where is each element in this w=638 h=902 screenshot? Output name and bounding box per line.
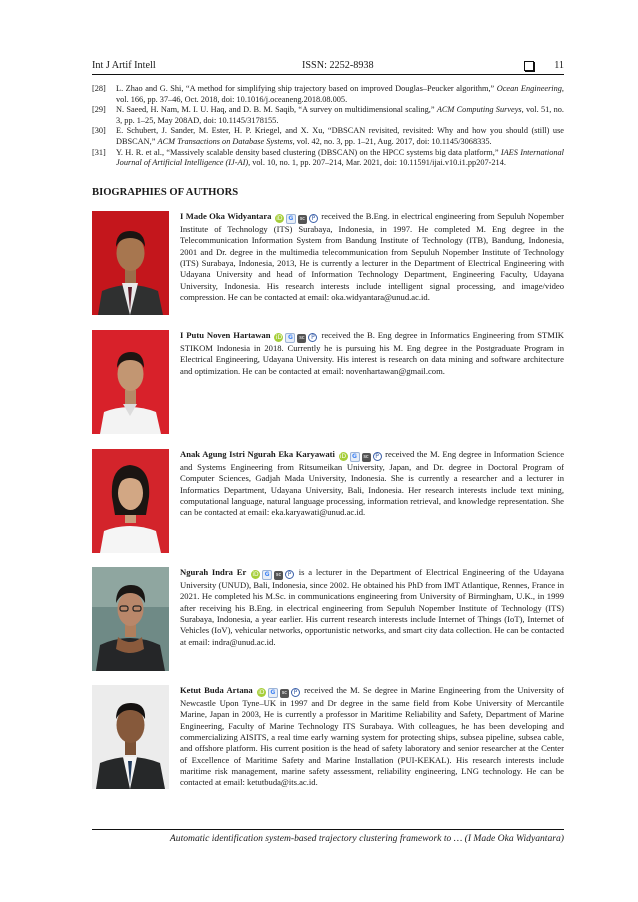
issn: ISSN: 2252-8938 — [302, 60, 374, 71]
reference-item — [92, 126, 564, 147]
reference-text: L. Zhao and G. Shi, “A method for simplifying ship trajectory based on improved Douglas–Peucker algorithm,” Ocean Engineering, vol. 166, pp. 37–46, Oct. 2018, doi: 10.1016/j.oceaneng.2018.08.005. — [116, 84, 564, 104]
author-bio-text — [180, 330, 564, 377]
author-description: received the M. Eng degree in Information Science and Systems Engineering from Ritsumeikan University, Japan, and Dr. degree in Doctoral Program of Computer Sciences, Gadjah Mada University, Indonesia. She is currently a researcher and a lecturer in Informatics Department, Udayana University, Bali, Indonesia. Her research interests include text mining, computational language, natural language processing, information retrieval, and knowledge representation. She can be contacted at email: eka.karyawati@unud.ac.id. — [180, 449, 565, 518]
google-scholar-icon[interactable]: G — [286, 214, 296, 224]
orcid-icon[interactable]: iD — [339, 453, 347, 460]
author-name: I Putu Noven Hartawan — [180, 330, 271, 340]
author-photo — [92, 330, 169, 434]
author-photo — [92, 211, 169, 315]
author-description: received the M. Se degree in Marine Engineering from the University of Newcastle Upon Tyne–UK in 1997 and Dr degree in the same field from Kobe University of Mercantile Marine, Japan in 2003, He is currently a professor in Maritime Reliability and Safety, Department of Marine Engineering, Faculty of Marine Technology ITS Surabaya. With colleagues, he has been developing and commercializing AISITS, a real time early warning system for protecting ships, subsea pipeline, subsea cable, and offshore platform. His current position is the head of safety laboratory and senior researcher at the Center of Excellence of Maritime Safety and Marine Installation (PUI-KEKAL). His research interests include maritime risk management, marine safety assessment, reliability engineering, LNG technology. He can be contacted at email: ketutbuda@its.ac.id. — [180, 685, 564, 788]
reference-item — [92, 105, 564, 126]
checkbox-glyph-icon — [524, 61, 534, 71]
running-footer: Automatic identification system-based trajectory clustering framework to … (I Made Oka Widyantara) — [92, 829, 564, 844]
orcid-icon[interactable]: iD — [276, 215, 283, 222]
reference-number: [29] — [92, 105, 106, 115]
reference-number: [31] — [92, 147, 106, 157]
google-scholar-icon[interactable]: G — [262, 570, 272, 580]
author-photo — [92, 449, 169, 553]
running-header — [92, 58, 564, 75]
orcid-icon[interactable]: iD — [252, 571, 259, 578]
author-photo — [92, 685, 169, 789]
scopus-icon[interactable]: sc — [363, 454, 369, 460]
scopus-icon[interactable]: sc — [275, 572, 282, 578]
page-number: 11 — [554, 60, 564, 71]
author-bio-text — [180, 685, 564, 789]
author-name: Ngurah Indra Er — [180, 567, 247, 577]
reference-number: [28] — [92, 84, 106, 93]
reference-text: N. Saeed, H. Nam, M. I. U. Haq, and D. B. M. Saqib, “A survey on multidimensional scaling,” ACM Computing Surveys, vol. 51, no. 3, pp. 1–25, May 208AD, doi: 10.1145/3178155. — [116, 105, 565, 125]
reference-text: Y. H. R. et al., “Massively scalable density based clustering (DBSCAN) on the HPCC systems big data platform,” IAES International Journal of Artificial Intelligence (IJ-AI), vol. 10, no. 1, pp. 207–214, Mar. 2021, doi: 10.11591/ijai.v10.i1.pp207-214. — [116, 147, 564, 168]
author-photo — [92, 567, 169, 671]
scopus-icon[interactable]: sc — [299, 216, 306, 222]
orcid-icon[interactable]: iD — [275, 334, 283, 341]
author-name: Anak Agung Istri Ngurah Eka Karyawati — [180, 449, 335, 459]
google-scholar-icon[interactable]: G — [268, 688, 278, 698]
author-description: is a lecturer in the Department of Electrical Engineering of the Udayana University (UNUD), Bali, Indonesia, since 2002. He obtained his PhD from IMT Atlantique, Rennes, France in 2021. He completed his M.Sc. in communications engineering from University of Birmingham, U.K., in 1999 after receiving his B.Eng. in electrical engineering from Sepuluh Nopember Institute of Technology (ITS) Surabaya, Indonesia, a year earlier. His current research interests include Internet of Things (IoT), Internet of Vehicles (IoV), vehicular networks, opportunistic networks, and smart city data collection. He can be contacted at email: indra@unud.ac.id. — [180, 567, 564, 647]
author-bio-text — [180, 449, 564, 519]
reference-item — [92, 84, 564, 105]
journal-name: Int J Artif Intell — [92, 60, 156, 71]
publons-icon[interactable]: P — [373, 452, 382, 461]
section-title: BIOGRAPHIES OF AUTHORS — [92, 187, 239, 198]
author-bio-text — [180, 211, 564, 303]
google-scholar-icon[interactable]: G — [350, 452, 360, 462]
author-description: received the B. Eng degree in Informatics Engineering from STMIK STIKOM Indonesia in 2018. Currently he is pursuing his M. Eng degree in the Postgraduate Program in Electrical Engineering, Udayana University. His interest is research on data mining and software architecture and optimization. He can be contacted at email: novenhartawan@gmail.com. — [180, 330, 565, 376]
reference-list — [92, 84, 564, 169]
author-bio-text — [180, 567, 564, 648]
reference-text: E. Schubert, J. Sander, M. Ester, H. P. Kriegel, and X. Xu, “DBSCAN revisited, revisited: Why and how you should (still) use DBSCAN,” ACM Transactions on Database Systems, vol. 42, no. 3, pp. 1–21, Aug. 2017, doi: 10.1145/3068335. — [116, 126, 564, 146]
publons-icon[interactable]: P — [285, 570, 294, 579]
publons-icon[interactable]: P — [291, 688, 300, 697]
publons-icon[interactable]: P — [309, 214, 318, 223]
author-name: Ketut Buda Artana — [180, 685, 253, 695]
author-name: I Made Oka Widyantara — [180, 211, 272, 221]
scopus-icon[interactable]: sc — [281, 690, 288, 696]
author-description: received the B.Eng. in electrical engineering from Sepuluh Nopember Institute of Technology (ITS) Surabaya, Indonesia, in 1997. He completed M. Eng degree in the Telecommunication Information System from Bandung Institute of Technology (ITB), Bandung, Indonesia, 2001 and Dr. degree in the multimedia telecommunication from Sepuluh Nopember Institute of Technology (ITS) Surabaya, Indonesia, 2013, He is currently a lecturer in the Department of Electrical Engineering with Udayana University and head of Information Technology Department, Engineering Faculty, Udayana University, Indonesia. His research interests include intelligent signal processing, and image/video compression. He can be contacted at email: oka.widyantara@unud.ac.id. — [180, 211, 564, 303]
reference-number: [30] — [92, 126, 106, 136]
orcid-icon[interactable]: iD — [258, 689, 265, 696]
google-scholar-icon[interactable]: G — [285, 333, 295, 343]
reference-item — [92, 148, 564, 169]
publons-icon[interactable]: P — [308, 333, 317, 342]
scopus-icon[interactable]: sc — [299, 335, 305, 341]
